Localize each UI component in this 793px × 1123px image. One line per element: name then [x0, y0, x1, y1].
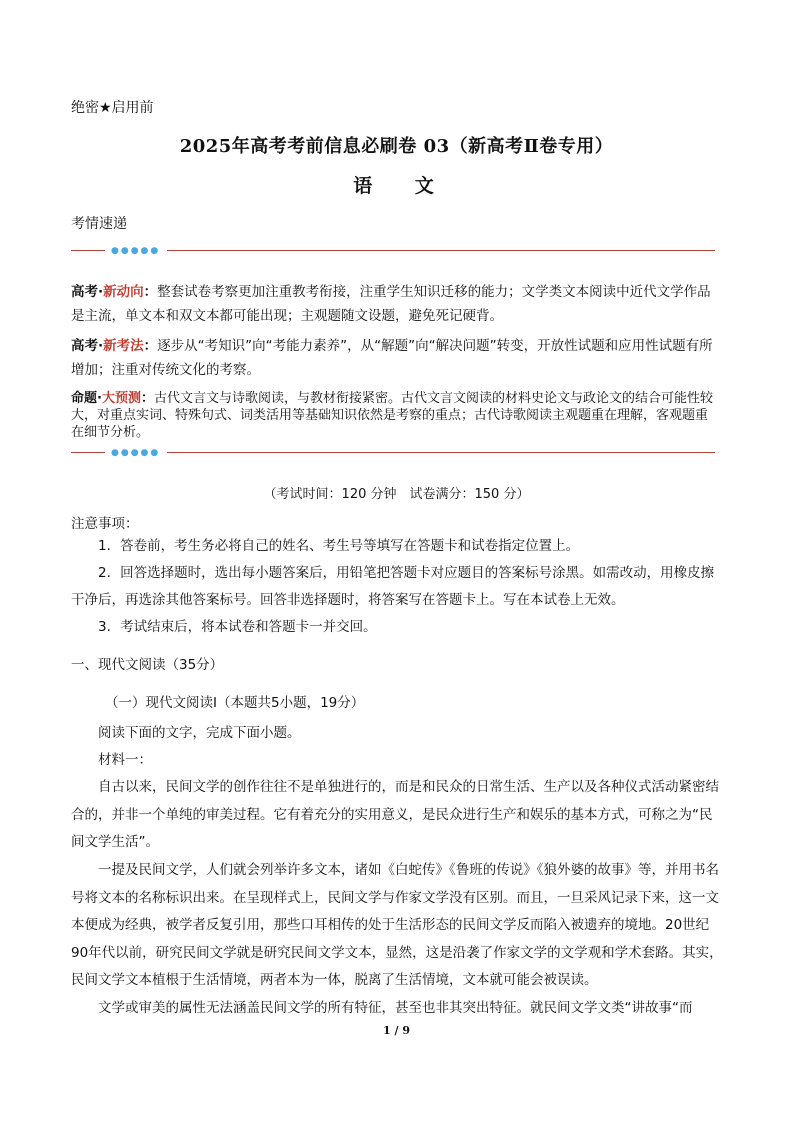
exam-title: 2025年高考考前信息必刷卷 03（新高考Ⅱ卷专用）	[179, 136, 614, 157]
material-label: 材料一：	[98, 752, 152, 768]
exam-info-item: 命题·大预测：古代文言文与诗歌阅读，与教材衔接紧密。古代文言文阅读的材料史论文与政论文的结合可能性较大，对重点实词、特殊句式、词类活用等基础知识依然是考察的重点；古代诗歌阅读主观题重在理解，客观题重在细节分析。	[71, 391, 713, 440]
divider-dots-icon: ●●●●●	[111, 246, 161, 256]
divider-top	[71, 244, 715, 258]
confidential-label: 绝密★启用前	[71, 100, 154, 116]
exam-info-item: 高考·新动向：整套试卷考察更加注重教考衔接，注重学生知识迁移的能力；文学类文本阅读中近代文学作品是主流，单文本和双文本都可能出现；主观题随文设题，避免死记硬背。	[71, 284, 711, 324]
notices-title: 注意事项：	[71, 516, 139, 532]
exam-info-item: 高考·新考法：逐步从“考知识”向“考能力素养”，从“解题”向“解决问题”转变，开放性试题和应用性试题有所增加；注重对传统文化的考察。	[71, 338, 713, 378]
exam-time-line: （考试时间：120 分钟 试卷满分：150 分）	[263, 487, 530, 502]
material-paragraph: 文学或审美的属性无法涵盖民间文学的所有特征，甚至也非其突出特征。就民间文学文类“讲故事“而	[98, 1000, 693, 1016]
exam-info-heading: 考情速递	[71, 216, 127, 232]
notice-item: 1．答卷前，考生务必将自己的姓名、考生号等填写在答题卡和试卷指定位置上。	[98, 538, 580, 554]
material-paragraph: 自古以来，民间文学的创作往往不是单独进行的，而是和民众的日常生活、生产以及各种仪式活动紧密结合的，并非一个单纯的审美过程。它有着充分的实用意义，是民众进行生产和娱乐的基本方式，可称之为“民间文学生活”。	[71, 779, 719, 850]
notice-item: 3．考试结束后，将本试卷和答题卡一并交回。	[98, 619, 377, 635]
exam-subject: 语 文	[353, 175, 452, 197]
divider-dots-icon: ●●●●●	[111, 448, 161, 458]
sub-section-title: （一）现代文阅读Ⅰ（本题共5小题，19分）	[105, 695, 365, 711]
divider-bottom	[71, 446, 715, 460]
material-paragraph: 一提及民间文学，人们就会列举许多文本，诸如《白蛇传》《鲁班的传说》《狼外婆的故事》等，并用书名号将文本的名称标识出来。在呈现样式上，民间文学与作家文学没有区别。而且，一旦采风记录下来，这一文本便成为经典，被学者反复引用，那些口耳相传的处于生活形态的民间文学反而陷入被遗弃的境地。20世纪90年代以前，研究民间文学就是研究民间文学文本，显然，这是沿袭了作家文学的文学观和学术套路。其实，民间文学文本植根于生活情境，两者本为一体，脱离了生活情境，文本就可能会被误读。	[71, 862, 723, 988]
notice-item: 2．回答选择题时，选出每小题答案后，用铅笔把答题卡对应题目的答案标号涂黑。如需改动，用橡皮擦干净后，再选涂其他答案标号。回答非选择题时，将答案写在答题卡上。写在本试卷上无效。	[71, 565, 715, 608]
page-number: 1 / 9	[383, 1024, 410, 1037]
reading-instruction: 阅读下面的文字，完成下面小题。	[98, 725, 301, 741]
part-title: 一、现代文阅读（35分）	[71, 657, 224, 673]
